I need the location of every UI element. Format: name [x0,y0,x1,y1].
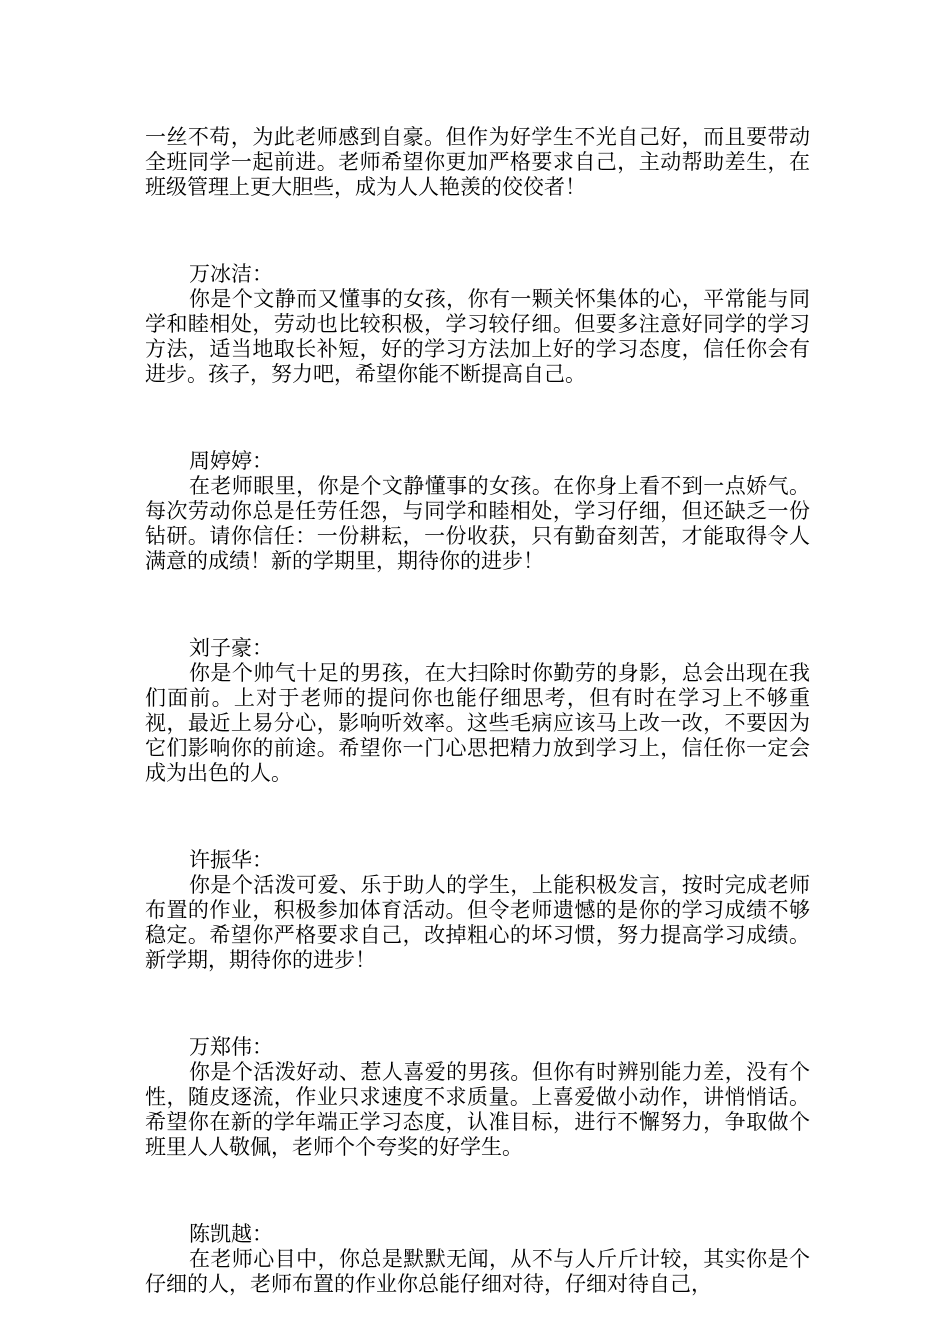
student-name: 许振华： [189,848,273,872]
intro-paragraph: 一丝不苟，为此老师感到自豪。但作为好学生不光自己好，而且要带动全班同学一起前进。老师希望你更加严格要求自己，主动帮助差生，在班级管理上更大胆些，成为人人艳羡的佼佼者！ [145,125,810,199]
student-entry-4 [145,848,810,973]
student-comment: 你是个活泼好动、惹人喜爱的男孩。但你有时辨别能力差，没有个性，随皮逐流，作业只求速度不求质量。上喜爱做小动作，讲悄悄话。希望你在新的学年端正学习态度，认准目标，进行不懈努力，争取做个班里人人敬佩，老师个个夸奖的好学生。 [145,1060,810,1159]
student-name: 刘子豪： [189,636,273,660]
student-name: 陈凯越： [189,1222,273,1246]
student-entry-5 [145,1035,810,1160]
student-name: 万郑伟： [189,1035,273,1059]
student-entry-1 [145,262,810,387]
student-comment: 在老师心目中，你总是默默无闻，从不与人斤斤计较，其实你是个仔细的人，老师布置的作业你总能仔细对待，仔细对待自己， [145,1247,810,1296]
student-comment: 你是个帅气十足的男孩，在大扫除时你勤劳的身影，总会出现在我们面前。上对于老师的提问你也能仔细思考，但有时在学习上不够重视，最近上易分心，影响听效率。这些毛病应该马上改一改，不要因为它们影响你的前途。希望你一门心思把精力放到学习上，信任你一定会成为出色的人。 [145,661,810,785]
student-entry-2 [145,449,810,574]
student-name: 万冰洁： [189,262,273,286]
document-page [145,125,810,1297]
student-comment: 你是个文静而又懂事的女孩，你有一颗关怀集体的心，平常能与同学和睦相处，劳动也比较积极，学习较仔细。但要多注意好同学的学习方法，适当地取长补短，好的学习方法加上好的学习态度，信任你会有进步。孩子，努力吧，希望你能不断提高自己。 [145,287,810,386]
student-comment: 在老师眼里，你是个文静懂事的女孩。在你身上看不到一点娇气。每次劳动你总是任劳任怨，与同学和睦相处，学习仔细，但还缺乏一份钻研。请你信任：一份耕耘，一份收获，只有勤奋刻苦，才能取得令人满意的成绩！新的学期里，期待你的进步！ [145,474,810,573]
student-name: 周婷婷： [189,449,273,473]
student-comment: 你是个活泼可爱、乐于助人的学生，上能积极发言，按时完成老师布置的作业，积极参加体育活动。但令老师遗憾的是你的学习成绩不够稳定。希望你严格要求自己，改掉粗心的坏习惯，努力提高学习成绩。新学期，期待你的进步！ [145,873,810,972]
student-entry-3 [145,636,810,786]
student-entry-6 [145,1222,810,1297]
